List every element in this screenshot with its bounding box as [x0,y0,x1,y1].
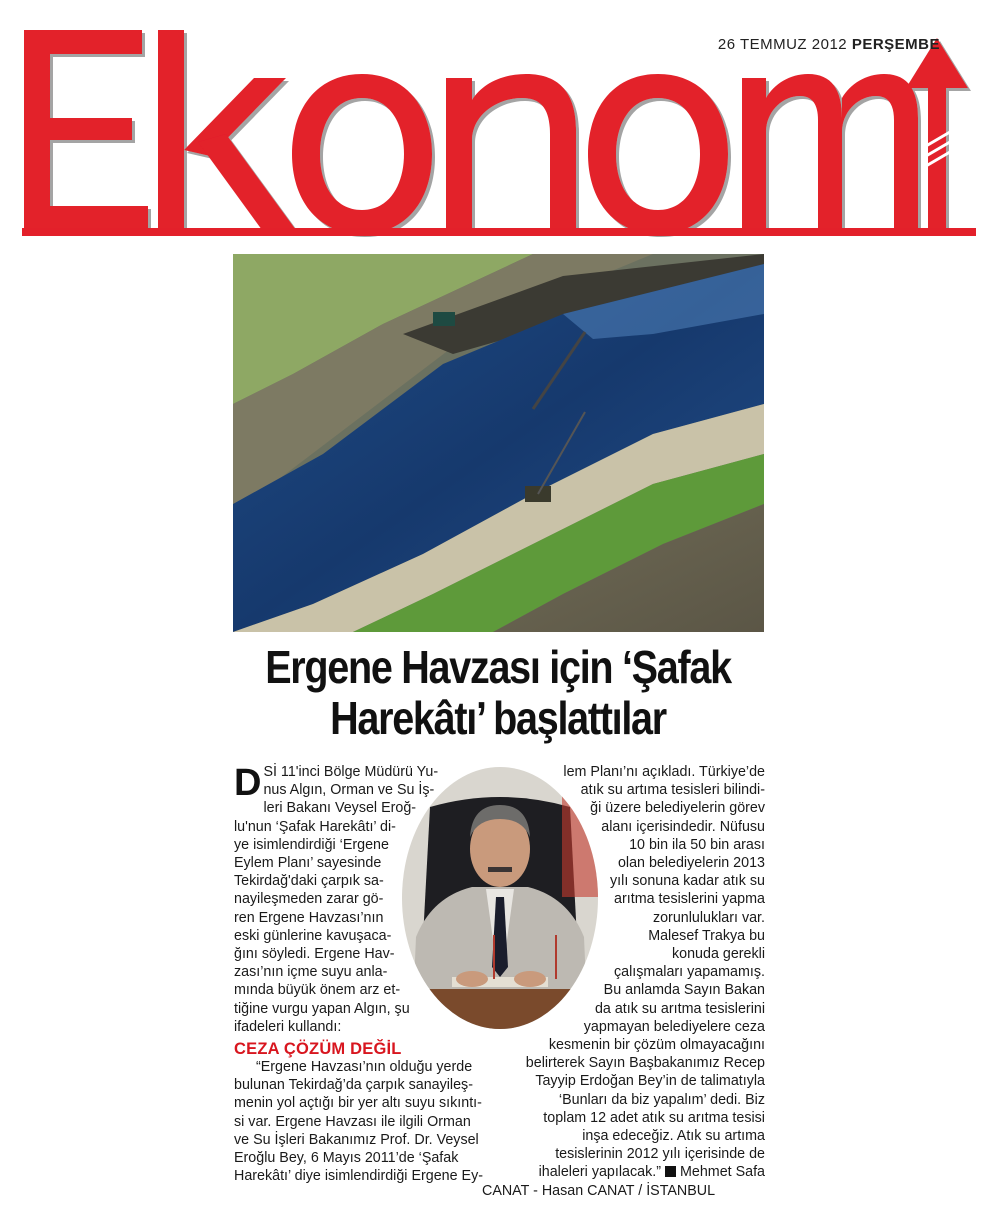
body-line: çalışmaları yapamamış. [614,964,765,981]
body-line: bulunan Tekirdağ’da çarpık sanayileş- [234,1077,473,1094]
body-line: Harekâtı’ diye isimlendirdiği Ergene Ey- [234,1168,483,1185]
headline-line-2: Harekâtı’ başlattılar [330,692,666,744]
body-line: belirterek Sayın Başbakanımız Recep [525,1055,765,1072]
dropcap: D [234,762,262,804]
masthead [0,0,992,245]
byline-author-2: CANAT - Hasan CANAT / İSTANBUL [482,1182,716,1199]
body-line: “Ergene Havzası’nın olduğu yerde [256,1059,473,1075]
intro-line: ğını söyledi. Ergene Hav- [234,946,395,963]
body-line: Tayyip Erdoğan Bey’in de talimatıyla [535,1073,765,1090]
intro-line: lu'nun ‘Şafak Harekâtı’ di- [234,818,396,835]
body-line: yılı sonuna kadar atık su [610,873,765,890]
subheading: CEZA ÇÖZÜM DEĞİL [234,1040,402,1058]
intro-line: Eylem Planı’ sayesinde [234,855,382,872]
intro-line: zası’nın içme suyu anla- [234,964,388,981]
headline-line-1: Ergene Havzası için ‘Şafak [265,641,731,693]
body-line: ihaleleri yapılacak.” [538,1164,661,1181]
body-line: Eroğlu Bey, 6 Mayıs 2011’de ‘Şafak [234,1150,459,1167]
intro-line: ren Ergene Havzası’nın [234,909,384,926]
body-line: kesmenin bir çözüm olmayacağını [548,1037,765,1054]
body-line: 10 bin ila 50 bin arası [629,836,765,853]
intro-line: eski günlerine kavuşaca- [234,927,392,944]
body-line: inşa edeceğiz. Atık su artıma [582,1128,765,1145]
intro-line: Tekirdağ'daki çarpık sa- [234,873,384,890]
body-line: konuda gerekli [672,946,765,963]
date-text: 26 TEMMUZ 2012 [717,36,848,53]
weekday-text: PERŞEMBE [851,36,940,53]
body-line: zorunlulukları var. [652,909,765,926]
body-line: ve Su İşleri Bakanımız Prof. Dr. Veysel [234,1131,479,1148]
intro-line: ifadeleri kullandı: [234,1018,342,1035]
byline-row [480,1163,765,1181]
body-line: atık su artıma tesisleri bilindi- [580,782,765,799]
main-photo [233,254,764,632]
intro-line: leri Bakanı Veysel Eroğ- [263,800,417,817]
body-line: Malesef Trakya bu [648,927,765,944]
body-line: ‘Bunları da biz yapalım’ dedi. Biz [558,1091,765,1108]
body-line: Bu anlamda Sayın Bakan [603,982,765,999]
article-body-left [234,1058,484,1185]
body-line: yapmayan belediyelere ceza [583,1018,765,1035]
intro-line: tiğine vurgu yapan Algın, şu [234,1000,410,1017]
issue-date [640,36,940,53]
body-line: toplam 12 adet atık su arıtma tesisi [543,1109,765,1126]
body-line: lem Planı’nı açıkladı. Türkiye’de [563,764,765,780]
body-line: tesislerinin 2012 yılı içerisinde de [555,1146,765,1163]
aerial-river-photo [233,254,764,632]
headline [242,642,755,744]
byline-square-icon [665,1166,676,1177]
intro-line: nus Algın, Orman ve Su İş- [263,782,435,799]
intro-line: Sİ 11'inci Bölge Müdürü Yu- [263,764,439,780]
byline-author-1: Mehmet Safa [679,1164,765,1181]
body-line: menin yol açtığı bir yer altı suyu sıkıntı- [234,1095,482,1112]
body-line: si var. Ergene Havzası ile ilgili Orman [234,1113,471,1130]
intro-line: nayileşmeden zarar gö- [234,891,384,908]
body-line: ği üzere belediyelerin görev [590,800,765,817]
body-line: alanı içerisindedir. Nüfusu [601,818,765,835]
body-line: arıtma tesislerini yapma [614,891,765,908]
body-line: olan belediyelerin 2013 [617,855,765,872]
body-line: da atık su arıtma tesislerini [594,1000,765,1017]
intro-line: mında büyük önem arz et- [234,982,401,999]
article-body-right [480,763,765,1200]
intro-line: ye isimlendirdiği ‘Ergene [234,836,389,853]
